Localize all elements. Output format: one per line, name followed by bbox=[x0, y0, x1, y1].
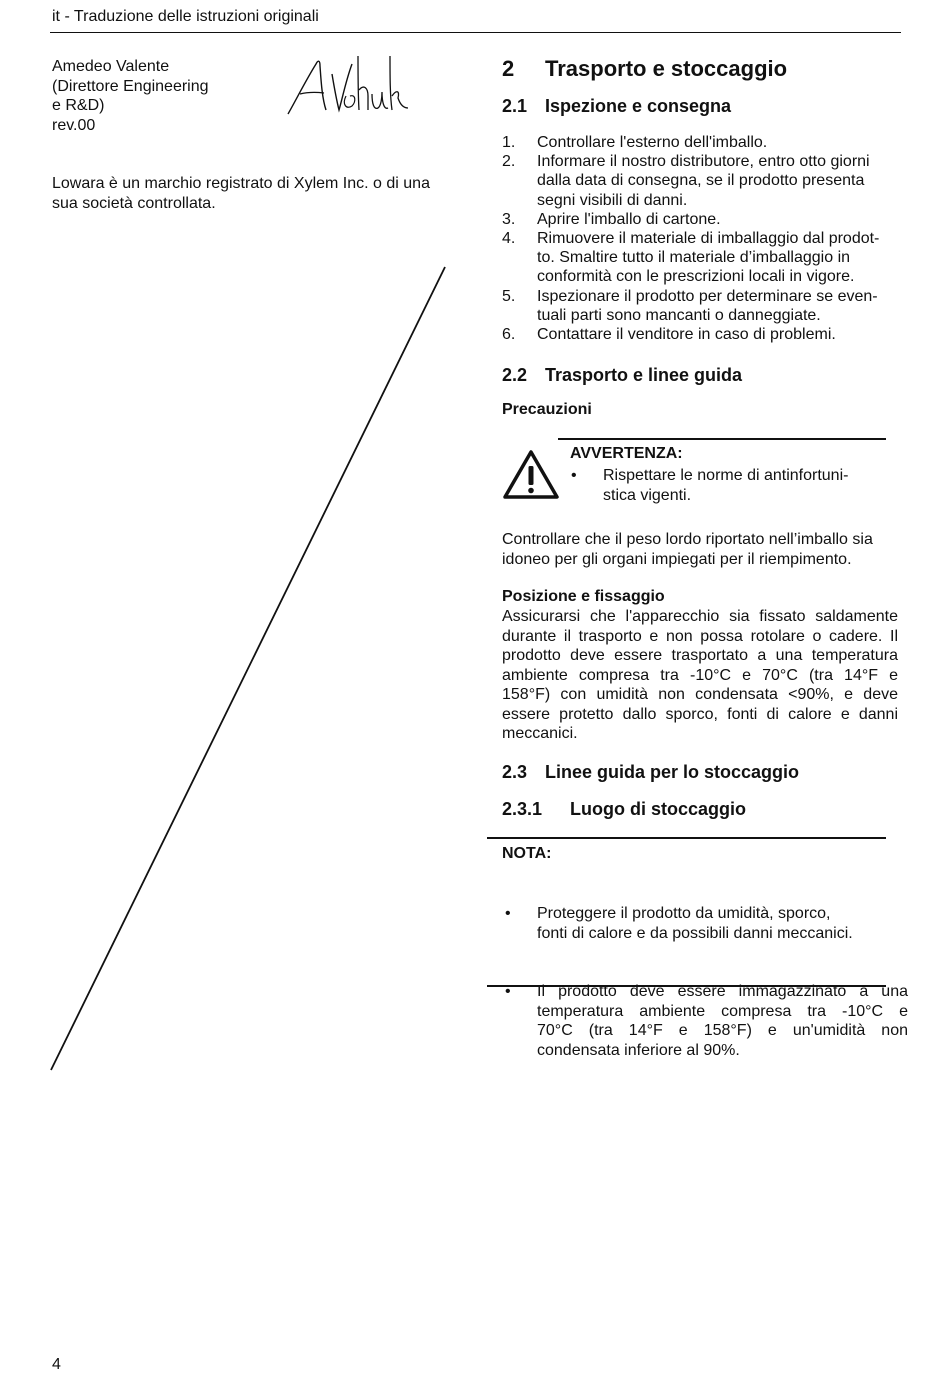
section-title: Trasporto e linee guida bbox=[545, 365, 743, 385]
warning-bullet bbox=[568, 466, 908, 505]
paragraph-line: durante il trasporto e non possa rotolare o cadere. Il bbox=[502, 627, 898, 645]
paragraph-line: meccanici. bbox=[502, 725, 578, 742]
list-item-text: Rimuovere il materiale di imballaggio dal prodot- bbox=[537, 230, 880, 248]
list-item-text: dalla data di consegna, se il prodotto presenta bbox=[537, 172, 865, 190]
list-item-text: Ispezionare il prodotto per determinare se even- bbox=[537, 287, 878, 305]
bullet-icon: • bbox=[505, 905, 511, 922]
note-bullet-line: Proteggere il prodotto da umidità, sporco, bbox=[537, 905, 831, 922]
header-title: it - Traduzione delle istruzioni originali bbox=[52, 8, 319, 25]
list-item-text: to. Smaltire tutto il materiale d’imballaggio in bbox=[537, 249, 851, 267]
note-bullet-line: condensata inferiore al 90%. bbox=[537, 1041, 740, 1059]
list-item bbox=[502, 287, 898, 325]
section-2-1-heading bbox=[502, 96, 731, 117]
paragraph-line: Assicurarsi che l'apparecchio sia fissato saldamente bbox=[502, 608, 898, 625]
warning-top-rule bbox=[558, 438, 886, 440]
note-bullet bbox=[502, 904, 908, 943]
paragraph-line: essere protetto dallo sporco, fonti di calore e danni bbox=[502, 705, 898, 723]
list-item bbox=[502, 229, 898, 287]
warning-title: AVVERTENZA: bbox=[570, 445, 683, 462]
section-number: 2.1 bbox=[502, 96, 528, 116]
list-item-text: Informare il nostro distributore, entro otto giorni bbox=[537, 153, 870, 171]
list-item-text: segni visibili di danni. bbox=[537, 191, 688, 209]
list-item bbox=[502, 133, 898, 152]
section-number: 2 bbox=[502, 56, 515, 81]
list-item-text: Controllare l'esterno dell'imballo. bbox=[537, 134, 768, 151]
paragraph-line: 158°F) con umidità non condensata <90%, e deve bbox=[502, 686, 898, 703]
paragraph-line: prodotto deve essere trasportato a una temperatura bbox=[502, 647, 898, 664]
precautions-heading: Precauzioni bbox=[502, 401, 592, 418]
weight-line1: Controllare che il peso lordo riportato nell’imballo sia bbox=[502, 531, 873, 548]
section-number: 2.3.1 bbox=[502, 799, 543, 819]
signer-role-line1: (Direttore Engineering bbox=[52, 77, 209, 95]
list-item bbox=[502, 210, 898, 229]
note-title: NOTA: bbox=[502, 845, 552, 862]
signer-name: Amedeo Valente bbox=[52, 58, 170, 75]
list-item-number: 4. bbox=[502, 230, 516, 248]
page-number: 4 bbox=[52, 1356, 61, 1373]
section-title: Luogo di stoccaggio bbox=[570, 799, 746, 819]
list-item-text: tuali parti sono mancanti o danneggiate. bbox=[537, 306, 821, 324]
list-item-number: 6. bbox=[502, 326, 516, 344]
section-2-3-1-heading bbox=[502, 799, 746, 820]
section-number: 2.3 bbox=[502, 762, 528, 782]
list-item-text: Aprire l'imballo di cartone. bbox=[537, 210, 721, 228]
note-bullet bbox=[502, 982, 908, 1060]
section-title: Linee guida per lo stoccaggio bbox=[545, 762, 800, 782]
signer-revision: rev.00 bbox=[52, 116, 96, 134]
weight-check-paragraph bbox=[502, 530, 898, 569]
positioning-heading: Posizione e fissaggio bbox=[502, 588, 665, 605]
bullet-icon: • bbox=[505, 983, 511, 1000]
list-item bbox=[502, 325, 898, 344]
trademark-line1: Lowara è un marchio registrato di Xylem Inc. o di una bbox=[52, 175, 430, 192]
warning-bullet-line2: stica vigenti. bbox=[603, 486, 692, 504]
section-2-3-heading bbox=[502, 762, 799, 783]
trademark-line2: sua società controllata. bbox=[52, 194, 216, 212]
list-item-number: 2. bbox=[502, 153, 516, 171]
signer-block bbox=[52, 57, 209, 135]
paragraph-line: ambiente compresa tra -10°C e 70°C (tra 14°F e bbox=[502, 666, 898, 684]
note-bullet-line: Il prodotto deve essere immagazzinato a una bbox=[537, 983, 908, 1000]
bullet-icon: • bbox=[571, 467, 577, 484]
list-item-number: 3. bbox=[502, 210, 516, 228]
warning-bullet-line1: Rispettare le norme di antinfortuni- bbox=[603, 467, 849, 484]
note-bullet-line: temperatura ambiente compresa tra -10°C e bbox=[537, 1002, 908, 1020]
positioning-paragraph bbox=[502, 607, 898, 744]
warning-triangle-icon bbox=[502, 449, 560, 500]
weight-line2: idoneo per gli organi impiegati per il riempimento. bbox=[502, 550, 852, 568]
list-item-text: Contattare il venditore in caso di problemi. bbox=[537, 326, 836, 344]
inspection-steps-list bbox=[502, 133, 898, 344]
section-title: Trasporto e stoccaggio bbox=[545, 56, 788, 81]
handwritten-signature bbox=[286, 50, 411, 120]
trademark-note bbox=[52, 174, 462, 213]
header-divider bbox=[50, 32, 901, 33]
list-item bbox=[502, 152, 898, 210]
list-item-text: conformità con le prescrizioni locali in vigore. bbox=[537, 268, 855, 286]
note-bullet-line: 70°C (tra 14°F e 158°F) e un'umidità non bbox=[537, 1022, 908, 1039]
list-item-number: 5. bbox=[502, 287, 516, 305]
signer-role-line2: e R&D) bbox=[52, 97, 105, 114]
section-2-heading bbox=[502, 56, 787, 82]
section-number: 2.2 bbox=[502, 365, 528, 385]
note-top-rule bbox=[487, 837, 886, 839]
section-2-2-heading bbox=[502, 365, 742, 386]
note-bullet-line: fonti di calore e da possibili danni meccanici. bbox=[537, 924, 853, 942]
list-item-number: 1. bbox=[502, 134, 516, 151]
note-bottom-rule bbox=[487, 985, 886, 987]
section-title: Ispezione e consegna bbox=[545, 96, 732, 116]
